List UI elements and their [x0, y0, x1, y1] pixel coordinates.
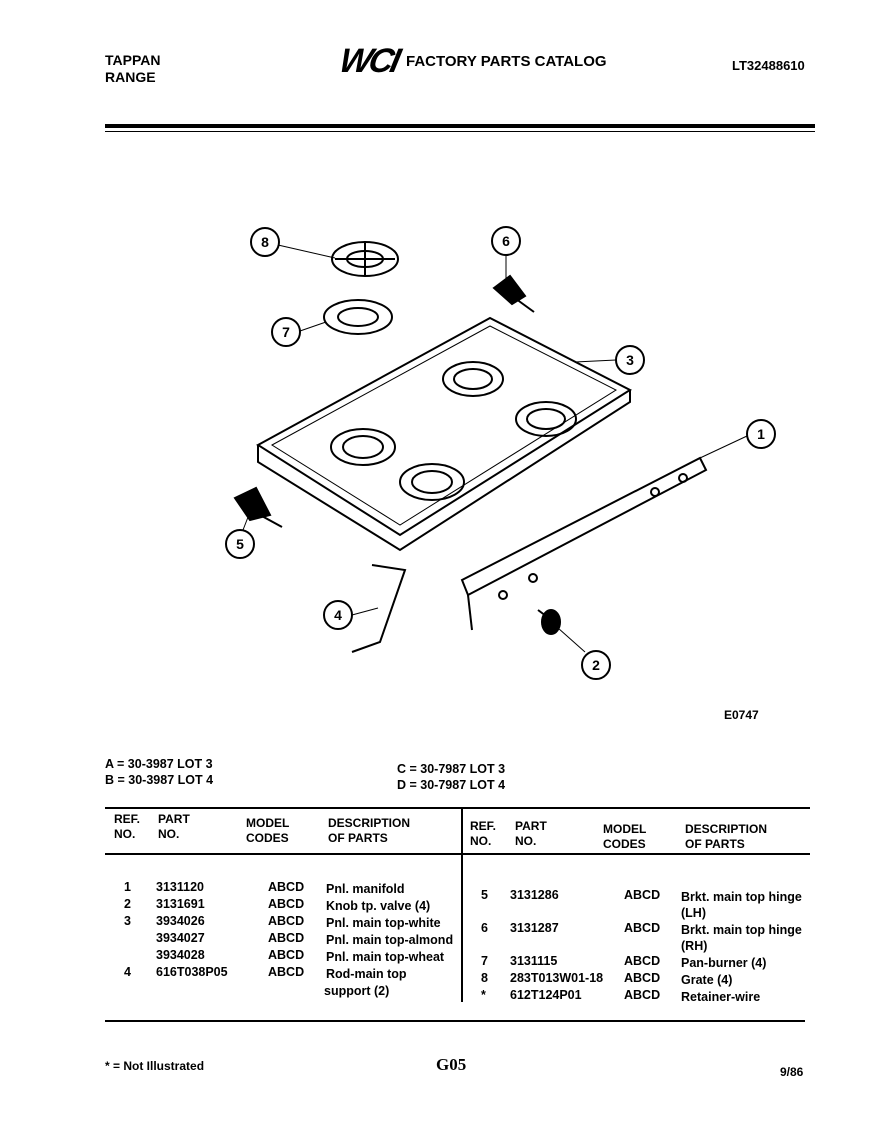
knob — [538, 610, 560, 634]
header-ref: REF. NO. — [114, 812, 141, 841]
diagram-code: E0747 — [724, 708, 759, 722]
grate — [332, 241, 398, 276]
header-ref-right: REF. NO. — [470, 819, 497, 848]
pan-burner — [324, 300, 392, 334]
table-header-rule — [105, 853, 810, 855]
page-code: G05 — [436, 1055, 467, 1074]
main-top-panel — [258, 318, 630, 550]
header-part-right: PART NO. — [515, 819, 547, 848]
callout-5: 5 — [236, 536, 244, 552]
hinge-rh — [494, 276, 534, 312]
callout-8: 8 — [261, 234, 269, 250]
callout-2: 2 — [592, 657, 600, 673]
brand-line-1: TAPPAN — [105, 52, 161, 68]
header-desc-right: DESCRIPTION OF PARTS — [685, 822, 768, 851]
table-top-rule — [105, 807, 810, 809]
support-rod — [352, 565, 405, 652]
header-desc: DESCRIPTION OF PARTS — [328, 816, 411, 845]
catalog-number: LT32488610 — [732, 58, 805, 73]
header-model: MODEL CODES — [246, 816, 290, 845]
callout-3: 3 — [626, 352, 634, 368]
manifold-panel — [462, 458, 706, 630]
brand-line-2: RANGE — [105, 69, 156, 85]
header-part: PART NO. — [158, 812, 190, 841]
catalog-date: 9/86 — [780, 1065, 804, 1079]
callout-1: 1 — [757, 426, 765, 442]
table-bottom-rule — [105, 1020, 805, 1022]
callout-6: 6 — [502, 233, 510, 249]
callout-4: 4 — [334, 607, 342, 623]
not-illustrated-note: * = Not Illustrated — [105, 1059, 205, 1073]
hinge-lh — [235, 488, 282, 527]
header-model-right: MODEL CODES — [603, 822, 647, 851]
model-code-d: D = 30-7987 LOT 4 — [397, 778, 506, 792]
table-divider — [461, 807, 463, 1002]
model-code-a: A = 30-3987 LOT 3 — [105, 757, 213, 771]
catalog-title: FACTORY PARTS CATALOG — [406, 53, 607, 70]
wci-logo: WCI — [336, 42, 402, 80]
model-code-c: C = 30-7987 LOT 3 — [397, 762, 506, 776]
model-code-b: B = 30-3987 LOT 4 — [105, 773, 214, 787]
callout-7: 7 — [282, 324, 290, 340]
